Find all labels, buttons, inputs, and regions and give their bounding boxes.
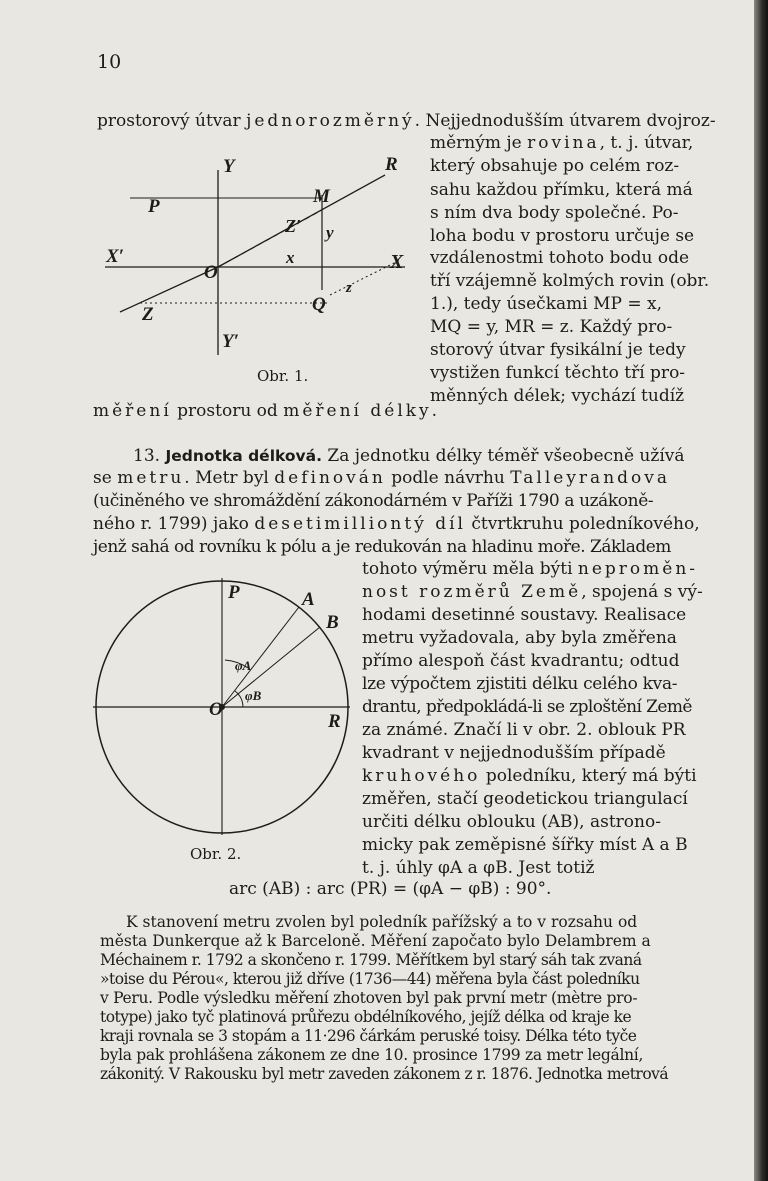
text-line: loha bodu v prostoru určuje se: [430, 226, 695, 246]
text-line: [430, 133, 693, 153]
text-line: sahu každou přímku, která má: [430, 180, 693, 200]
text-line: [93, 401, 437, 421]
text-line: drantu, předpokládá-li se zploštění Země: [362, 697, 692, 717]
text-run: . Nejjednodušším útvarem dvojroz-: [414, 111, 716, 131]
label-p: P: [228, 582, 240, 603]
text-line: 1.), tedy úsečkami MP = x,: [430, 294, 662, 314]
text-run: .: [431, 401, 438, 421]
emphasized-term: rovina: [527, 133, 600, 153]
emphasized-term: kruhového: [362, 766, 481, 786]
text-run: tohoto výměru měla býti: [362, 559, 578, 579]
label-a: A: [302, 589, 315, 610]
figure-2-caption: Obr. 2.: [190, 845, 242, 863]
text-line: metru vyžadovala, aby byla změřena: [362, 628, 677, 648]
figure-2-meridian-circle: [85, 570, 365, 845]
text-line: za známé. Značí li v obr. 2. oblouk PR: [362, 720, 686, 740]
emphasized-term: metru: [117, 468, 185, 488]
text-line: přímo alespoň část kvadrantu; odtud: [362, 651, 680, 671]
footnote-line: »toise du Pérou«, kterou již dříve (1736—44) měřena byla část poledníku: [100, 970, 640, 988]
footnote-line: byla pak prohlášena zákonem ze dne 10. prosince 1799 za metr legální,: [100, 1046, 644, 1064]
text-run: prostoru od: [171, 401, 284, 421]
footnote-line: kraji rovnala se 3 stopám a 11·296 čárkám peruské toisy. Délka této tyče: [100, 1027, 637, 1045]
text-line: micky pak zeměpisné šířky míst A a B: [362, 835, 688, 855]
label-z-prime: Z′: [285, 216, 302, 236]
text-line: MQ = y, MR = z. Každý pro-: [430, 317, 673, 337]
label-b: B: [326, 612, 339, 633]
label-y-small: y: [326, 223, 334, 242]
label-r: R: [328, 711, 341, 732]
label-z: Z: [142, 304, 154, 325]
text-line: [362, 766, 697, 786]
text-run: se: [93, 468, 118, 488]
emphasized-term: měření: [93, 401, 172, 421]
text-line: lze výpočtem zjistiti délku celého kva-: [362, 674, 678, 694]
footnote-line: K stanovení metru zvolen byl poledník pařížský a to v rozsahu od: [126, 913, 638, 931]
label-x-small: x: [286, 248, 295, 267]
text-line: vystižen funkcí těchto tří pro-: [430, 363, 686, 383]
text-line: [93, 514, 700, 534]
text-line: hodami desetinné soustavy. Realisace: [362, 605, 687, 625]
text-line: [362, 559, 698, 579]
figure-1-caption: Obr. 1.: [257, 367, 309, 385]
text-run: , spojená s vý-: [581, 582, 703, 602]
label-y: Y: [223, 156, 235, 177]
label-phi-b: φB: [245, 688, 262, 703]
label-r: R: [385, 154, 398, 175]
text-line: s ním dva body společné. Po-: [430, 203, 679, 223]
formula: arc (AB) : arc (PR) = (φA − φB) : 90°.: [229, 879, 552, 899]
emphasized-term: definován: [274, 468, 386, 488]
text-run: Za jednotku délky téměř všeobecně užívá: [327, 446, 685, 466]
text-line: který obsahuje po celém roz-: [430, 156, 680, 176]
text-run: měrným je: [430, 133, 528, 153]
footnote-line: Méchainem r. 1792 a skončeno r. 1799. Měřítkem byl starý sáh tak zvaná: [100, 951, 642, 969]
text-line: t. j. úhly φA a φB. Jest totiž: [362, 858, 595, 878]
text-line: kvadrant v nejjednodušším případě: [362, 743, 666, 763]
text-line: [97, 111, 716, 131]
text-run: , t. j. útvar,: [599, 133, 694, 153]
label-m: M: [313, 186, 330, 207]
text-line: tří vzájemně kolmých rovin (obr.: [430, 271, 710, 291]
label-phi-a: φA: [235, 658, 252, 673]
text-run: prostorový útvar: [97, 111, 247, 131]
footnote-line: v Peru. Podle výsledku měření zhotoven byl pak první metr (mètre pro-: [100, 989, 638, 1007]
label-p: P: [148, 196, 160, 217]
label-x-prime: X′: [106, 246, 125, 267]
text-line: [362, 582, 703, 602]
label-o: O: [209, 699, 223, 720]
text-run: . Metr byl: [184, 468, 275, 488]
footnote-line: města Dunkerque až k Barceloně. Měření započato bylo Delambrem a: [100, 932, 651, 950]
text-run: čtvrtkruhu poledníkového,: [465, 514, 700, 534]
emphasized-term: měření délky: [283, 401, 432, 421]
text-run: podle návrhu: [385, 468, 511, 488]
text-line: storový útvar fysikální je tedy: [430, 340, 686, 360]
section-title: Jednotka délková.: [165, 447, 322, 465]
footnote-line: totype) jako tyč platinová průřezu obdélníkového, jejíž délka od kraje ke: [100, 1008, 632, 1026]
page-edge-shadow: [754, 0, 768, 1181]
label-o: O: [204, 262, 218, 283]
label-z-small: z: [346, 280, 352, 296]
text-line: jenž sahá od rovníku k pólu a je redukován na hladinu moře. Základem: [93, 537, 671, 557]
text-line: [93, 468, 670, 488]
page-number: 10: [97, 51, 122, 73]
emphasized-term: nost rozměrů Země: [362, 582, 582, 602]
text-line: změřen, stačí geodetickou triangulací: [362, 789, 688, 809]
text-run: poledníku, který má býti: [480, 766, 697, 786]
footnote-line: zákonitý. V Rakousku byl metr zaveden zákonem z r. 1876. Jednotka metrová: [100, 1065, 669, 1083]
emphasized-term: jednorozměrný: [246, 111, 415, 131]
label-q: Q: [312, 294, 326, 315]
text-run: ného r. 1799) jako: [93, 514, 255, 534]
emphasized-term: neproměn-: [577, 559, 699, 579]
emphasized-term: desetimilliontý díl: [254, 514, 466, 534]
label-x: X: [390, 251, 404, 273]
section-number: 13.: [133, 446, 161, 466]
text-line: vzdálenostmi tohoto bodu ode: [430, 248, 690, 268]
text-line: [133, 446, 685, 466]
label-y-prime: Y′: [222, 331, 239, 352]
emphasized-term: Talleyrandova: [510, 468, 670, 488]
figure-1-coordinate-diagram: [100, 150, 430, 375]
text-line: měnných délek; vychází tudíž: [430, 386, 685, 406]
text-line: (učiněného ve shromáždění zákonodárném v Paříži 1790 a uzákoně-: [93, 491, 654, 511]
text-line: určiti délku oblouku (AB), astrono-: [362, 812, 661, 832]
